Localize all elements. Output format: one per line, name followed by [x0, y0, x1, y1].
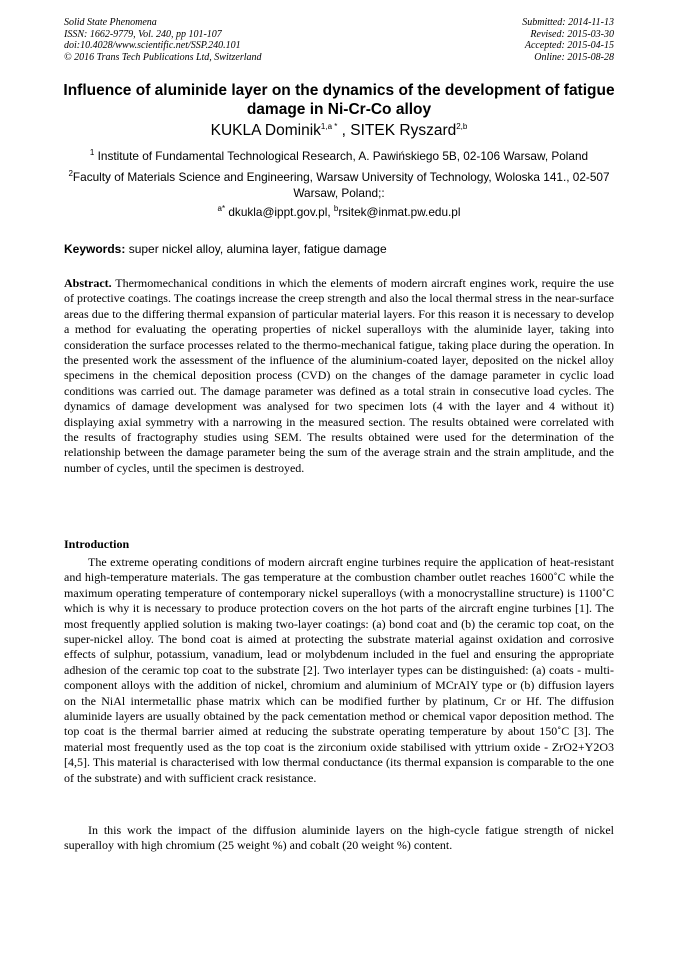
email-2: rsitek@inmat.pw.edu.pl [338, 205, 461, 219]
date-submitted: Submitted: 2014-11-13 [522, 17, 614, 28]
keywords-label: Keywords: [64, 242, 126, 256]
journal-meta [64, 17, 262, 63]
affiliation-2-sup: 2 [68, 169, 73, 179]
author-1-name: KUKLA Dominik [210, 122, 321, 139]
abstract-label: Abstract. [64, 276, 112, 290]
introduction-paragraph-1: The extreme operating conditions of modern aircraft engine turbines require the application of heat-resistant and high-temperature materials. The gas temperature at the combustion chamber outlet reaches 1600˚C while the maximum operating temperature of contemporary nickel superalloys (with a monocrystalline structure) is 1100˚C which is why it is necessary to produce protection covers on the hot parts of the aircraft engine turbines [1]. The most frequently applied solution is making two-layer coatings: (a) bond coat and (b) the ceramic top coat, on the super-nickel alloy. The bond coat is aimed at protecting the substrate material against oxidation and corrosive effects of sulphur, potassium, vanadium, lead or molybdenum included in the fuel and ensuring the appropriate adhesion of the ceramic top coat to the substrate [2]. Two interlayer types can be distinguished: (a) coats - multi-component alloys with the addition of nickel, chromium and aluminium of MCrAlY type or (b) diffusion layers on the NiAl intermetallic phase matrix which can be modified further by platinum, Cr or Hf. The diffusion aluminide layers are usually obtained by the pack cementation method or chemical vapor deposition method. The top coat is the thermal barrier aimed at reducing the substrate operating temperature by about 150˚C [3]. The material most frequently used as the top coat is the zirconium oxide stabilised with yttrium oxide - ZrO2+Y2O3 [4,5]. This material is characterised with low thermal conductance (its thermal expansion is comparable to the one of the substrate) and with sufficient crack resistance. [64, 555, 614, 785]
abstract-text: Thermomechanical conditions in which the elements of modern aircraft engines work, require the use of protective coatings. The coatings increase the creep strength and also the local thermal stress in the near-surface areas due to the differing thermal expansion of particular material layers. For this reason it is necessary to develop a method for evaluating the operating properties of nickel superalloys with the aluminide layer, taking into consideration the surface processes related to the thermo-mechanical fatigue, taking place during the operation. In the presented work the assessment of the influence of the aluminium-coated layer, deposited on the nickel alloy specimens in the chemical deposition process (CVD) on the changes of the damage parameter in cyclic load conditions was carried out. The damage parameter was defined as a total strain in consecutive load cycles. The dynamics of damage development was analysed for two specimen lots (4 with the layer and 4 without it) displaying axial symmetry with a narrowing in the measured section. The results obtained were correlated with the results of fractography studies using SEM. The results obtained were used for the determination of the relationship between the damage parameter being the sum of the average strain and the strain amplitude, and the number of cycles, until the specimen is destroyed. [64, 276, 614, 475]
author-2-name: SITEK Ryszard [350, 122, 457, 139]
author-separator: , [337, 122, 351, 139]
email-1-sup: a* [217, 204, 226, 214]
affiliation-2-text: Faculty of Materials Science and Engineering, Warsaw University of Technology, Woloska 141., 02-507 Warsaw, Poland;: [72, 170, 610, 200]
journal-copyright: © 2016 Trans Tech Publications Ltd, Switzerland [64, 51, 262, 63]
date-revised: Revised: 2015-03-30 [530, 28, 614, 40]
journal-issn: ISSN: 1662-9779, Vol. 240, pp 101-107 [64, 28, 222, 40]
journal-name: Solid State Phenomena [64, 17, 157, 28]
keywords-text: super nickel alloy, alumina layer, fatigue damage [125, 242, 387, 256]
author-line [60, 121, 618, 140]
author-2-sup: 2,b [456, 121, 468, 131]
keywords [64, 242, 614, 257]
journal-doi: doi:10.4028/www.scientific.net/SSP.240.101 [64, 40, 241, 51]
publication-dates [522, 17, 614, 63]
introduction-paragraph-2: In this work the impact of the diffusion aluminide layers on the high-cycle fatigue strength of nickel superalloy with high chromium (25 weight %) and cobalt (20 weight %) content. [64, 823, 614, 853]
affiliation-1-text: Institute of Fundamental Technological Research, A. Pawińskiego 5B, 02-106 Warsaw, Poland [94, 149, 589, 163]
email-2-sup: b [333, 204, 339, 214]
section-heading-introduction: Introduction [64, 537, 130, 551]
author-1-sup: 1,a * [320, 121, 338, 131]
author-emails [60, 205, 618, 220]
date-online: Online: 2015-08-28 [534, 51, 614, 63]
affiliation-1 [60, 149, 618, 165]
affiliation-1-sup: 1 [89, 148, 95, 158]
paper-title: Influence of aluminide layer on the dynamics of the development of fatigue damage in Ni-Cr-Co alloy [63, 82, 615, 118]
date-accepted: Accepted: 2015-04-15 [524, 40, 614, 51]
abstract [64, 276, 614, 476]
email-1: dkukla@ippt.gov.pl, [225, 205, 334, 219]
affiliation-2 [60, 170, 618, 201]
